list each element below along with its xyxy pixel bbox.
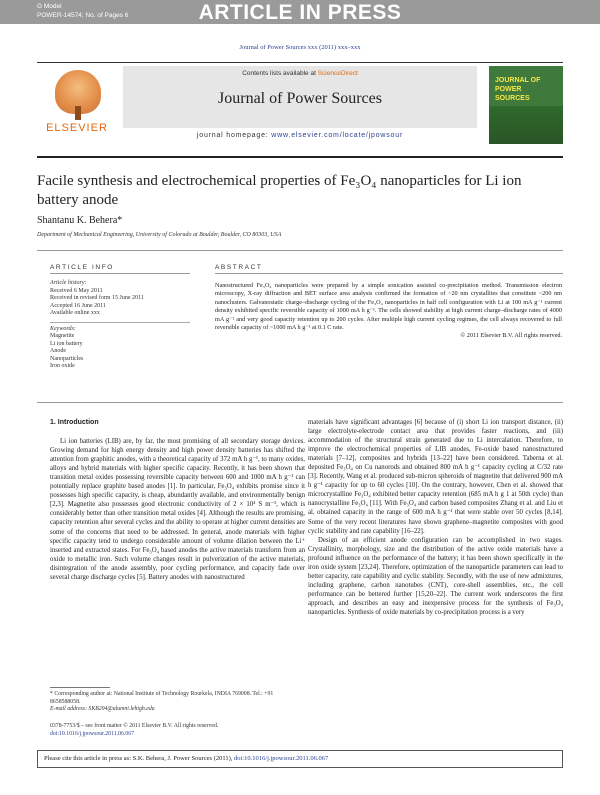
- homepage-url-link[interactable]: www.elsevier.com/locate/jpowsour: [271, 132, 404, 139]
- author-affiliation: Department of Mechanical Engineering, University of Colorado at Boulder, Boulder, CO 80303, USA: [37, 232, 282, 238]
- author-email[interactable]: E-mail address: SKB204@alumni.lehigh.edu: [50, 706, 155, 712]
- masthead-center-panel: [123, 66, 477, 128]
- press-banner: ARTICLE IN PRESS: [198, 1, 402, 24]
- keywords-label: Keywords:: [50, 325, 76, 332]
- article-authors: Shantanu K. Behera*: [37, 215, 123, 226]
- publisher-name: ELSEVIER: [46, 122, 108, 134]
- cover-band: [489, 106, 563, 144]
- section-heading: 1. Introduction: [50, 419, 99, 426]
- cover-title: JOURNAL OF POWER SOURCES: [495, 77, 541, 102]
- citation-prefix: Please cite this article in press as: S.K. Behera, J. Power Sources (2011),: [44, 755, 235, 762]
- article-info: [50, 280, 190, 371]
- title-divider: [37, 250, 563, 251]
- article-in-press-bar: [0, 0, 600, 24]
- keyword: Nanoparticles: [50, 355, 84, 362]
- journal-homepage: [123, 132, 477, 139]
- journal-name: Journal of Power Sources: [218, 90, 382, 107]
- contents-line: [123, 70, 477, 77]
- press-code: POWER-14574; No. of Pages 6: [37, 12, 129, 19]
- masthead-top-rule: [37, 62, 563, 63]
- press-model: G Model: [37, 3, 62, 10]
- history-item: Received in revised form 15 June 2011: [50, 295, 144, 301]
- homepage-prefix: journal homepage:: [196, 132, 272, 139]
- citation-box: [37, 750, 563, 768]
- abstract-rule: [215, 273, 563, 274]
- body-paragraph: materials have significant advantages [6] because of (i) short Li ion transport distance, (ii) large electrolyte-electrode contact area that provides faster reactions, and (iii) accommodation of the structural strain generated due to Li intercalation. Therefore, to improve the electrochemical properties of LIB anodes, Fe-oxide based nanostructured materials [7–12], composites and hybrids [13–22] have been considered. Taberna et al. deposited Fe₃O₄ on Cu nanorods and obtained 800 mA h g⁻¹ capacity cycling at C/32 rate [3]. Recently, Wang et al. produced sub-micron spheroids of magnetite that delivered 900 mA h g⁻¹ capacity for up to 60 cycles [10]. On the contrary, however, Chen et al. showed that microcrystalline Fe₃O₄ exhibited better capacity retention (685 mA h g 1 at 50th cycle) than nanocrystalline Fe₃O₄ [11]. With Fe₃O₄ and carbon based composites Zhang et al. and Liu et al. obtained capacity in the range of 600 mA h g⁻¹ that were stable over 50 cycles [8,14]. Some of the very recent literatures have shown graphene–magnetite composites with good cyclic stability and rate capability [16–22].: [308, 419, 563, 535]
- abstract-text: Nanostructured Fe₃O₄ nanoparticles were prepared by a simple sonication assisted co-precipitation method. Transmission electron microscopy, X-ray diffraction and BET surface area analysis confirmed the formation of ~20 nm crystallites that constitute ~200 nm nanoclusters. Galvanostatic charge–discharge cycling of the Fe₃O₄ nanoparticles in half cell configuration with Li at 100 mA g⁻¹ current density exhibited specific reversible capacity of 1000 mA h g⁻¹. The cells showed stability at high current charge–discharge rates of 4000 mA g⁻¹ and very good capacity retention up to 200 cycles. After multiple high current cycling regimes, the cell always recovered to full reversible capacity of ~1000 mA h g⁻¹ at 0.1 C rate.: [215, 282, 562, 332]
- sciencedirect-link[interactable]: ScienceDirect: [317, 70, 358, 77]
- doi-link[interactable]: doi:10.1016/j.jpowsour.2011.06.067: [50, 730, 135, 737]
- corresponding-author-note: * Corresponding author at: National Institute of Technology Rourkela, INDIA 769008. Tel.: +91 8658588058.: [50, 691, 274, 705]
- journal-masthead: [37, 62, 563, 152]
- abstract: [215, 282, 562, 341]
- abstract-bottom-rule: [37, 402, 563, 403]
- abstract-copyright: © 2011 Elsevier B.V. All rights reserved.: [460, 332, 562, 340]
- body-left-column: [50, 418, 305, 582]
- header-citation[interactable]: Journal of Power Sources xxx (2011) xxx–xxx: [239, 44, 361, 51]
- article-info-rule: [50, 273, 190, 274]
- body-right-column: [308, 418, 563, 617]
- masthead-bottom-rule: [37, 156, 563, 158]
- journal-cover-thumbnail[interactable]: [489, 66, 563, 144]
- history-item: Available online xxx: [50, 310, 100, 316]
- history-label: Article history:: [50, 280, 87, 286]
- footnote-rule: [50, 687, 110, 688]
- history-item: Accepted 16 June 2011: [50, 302, 106, 309]
- keyword: Iron oxide: [50, 363, 75, 369]
- citation-doi-link[interactable]: doi:10.1016/j.jpowsour.2011.06.067: [234, 755, 329, 762]
- body-paragraph: Design of an efficient anode configuration can be accomplished in two stages. Crystallinity, morphology, size and the distribution of the active oxide materials have a profound influence on the performance of the battery; it has been shown specifically in the iron oxide system [23,24]. Therefore, optimization of the nanoparticle parameters can lead to better capacity, rate capability and cyclic stability. Secondly, with the use of new admixtures, including graphene, carbon nanotubes (CNT), core-shell assemblies, etc., the cell performance can be bettered further [15,20–22]. The current work underscores the first approach, and describes an easy and inexpensive process for the synthesis of Fe₃O₄ nanoparticles. Synthesis of oxide materials by co-precipitation process is a very: [308, 536, 563, 616]
- keyword: Magnetite: [50, 333, 75, 339]
- front-matter-line: 0378-7753/$ – see front matter © 2011 Elsevier B.V. All rights reserved.: [50, 723, 219, 729]
- keyword: Anode: [50, 348, 66, 354]
- footnote: [50, 687, 305, 714]
- article-info-heading: ARTICLE INFO: [50, 264, 114, 271]
- tree-trunk-icon: [75, 106, 81, 120]
- issn-block: [50, 723, 305, 738]
- history-item: Received 6 May 2011: [50, 287, 103, 294]
- info-separator: [50, 322, 190, 323]
- article-title: Facile synthesis and electrochemical properties of Fe₃O₄ nanoparticles for Li ion battery anode: [37, 173, 522, 208]
- elsevier-logo[interactable]: [37, 66, 117, 142]
- abstract-heading: ABSTRACT: [215, 264, 263, 271]
- keyword: Li ion battery: [50, 340, 83, 347]
- body-paragraph: Li ion batteries (LIB) are, by far, the most promising of all secondary storage devices. Growing demand for high energy density and high power density batteries has shifted the attention from graphitic anodes, with a theoretical capacity of 372 mA h g⁻¹, to many oxides, alloys and hybrid materials with higher specific capacity. Recently, it has been shown that transition metal oxides possessing reversible capacity between 600 and 1000 mA h g⁻¹ can potentially replace graphite based anodes [1]. In particular, Fe₃O₄ exhibits promise since it possesses high specific capacity, is cheap, abundantly available, and environmentally benign [2,3]. Magnetite also possesses good electronic conductivity of 2 × 10⁴ S m⁻¹, which is considerably better than other transition metal oxides [4]. Although the results are promising, capacity retention after several cycles and the ability to operate at higher current densities are some of the concerns that need to be addressed. In general, anode materials with higher specific capacity tend to undergo considerable amount of volume dilation between the Li⁺ inserted and extracted states. For Fe₃O₄ based anodes the active materials transform from an oxide to metallic iron. Such volume changes result in pulverization of the active materials, disintegration of the anode assembly, poor cycling performance, and capacity fade over several charge discharge cycles [5]. Battery anodes with nanostructured: [50, 438, 305, 581]
- contents-prefix: Contents lists available at: [242, 70, 318, 77]
